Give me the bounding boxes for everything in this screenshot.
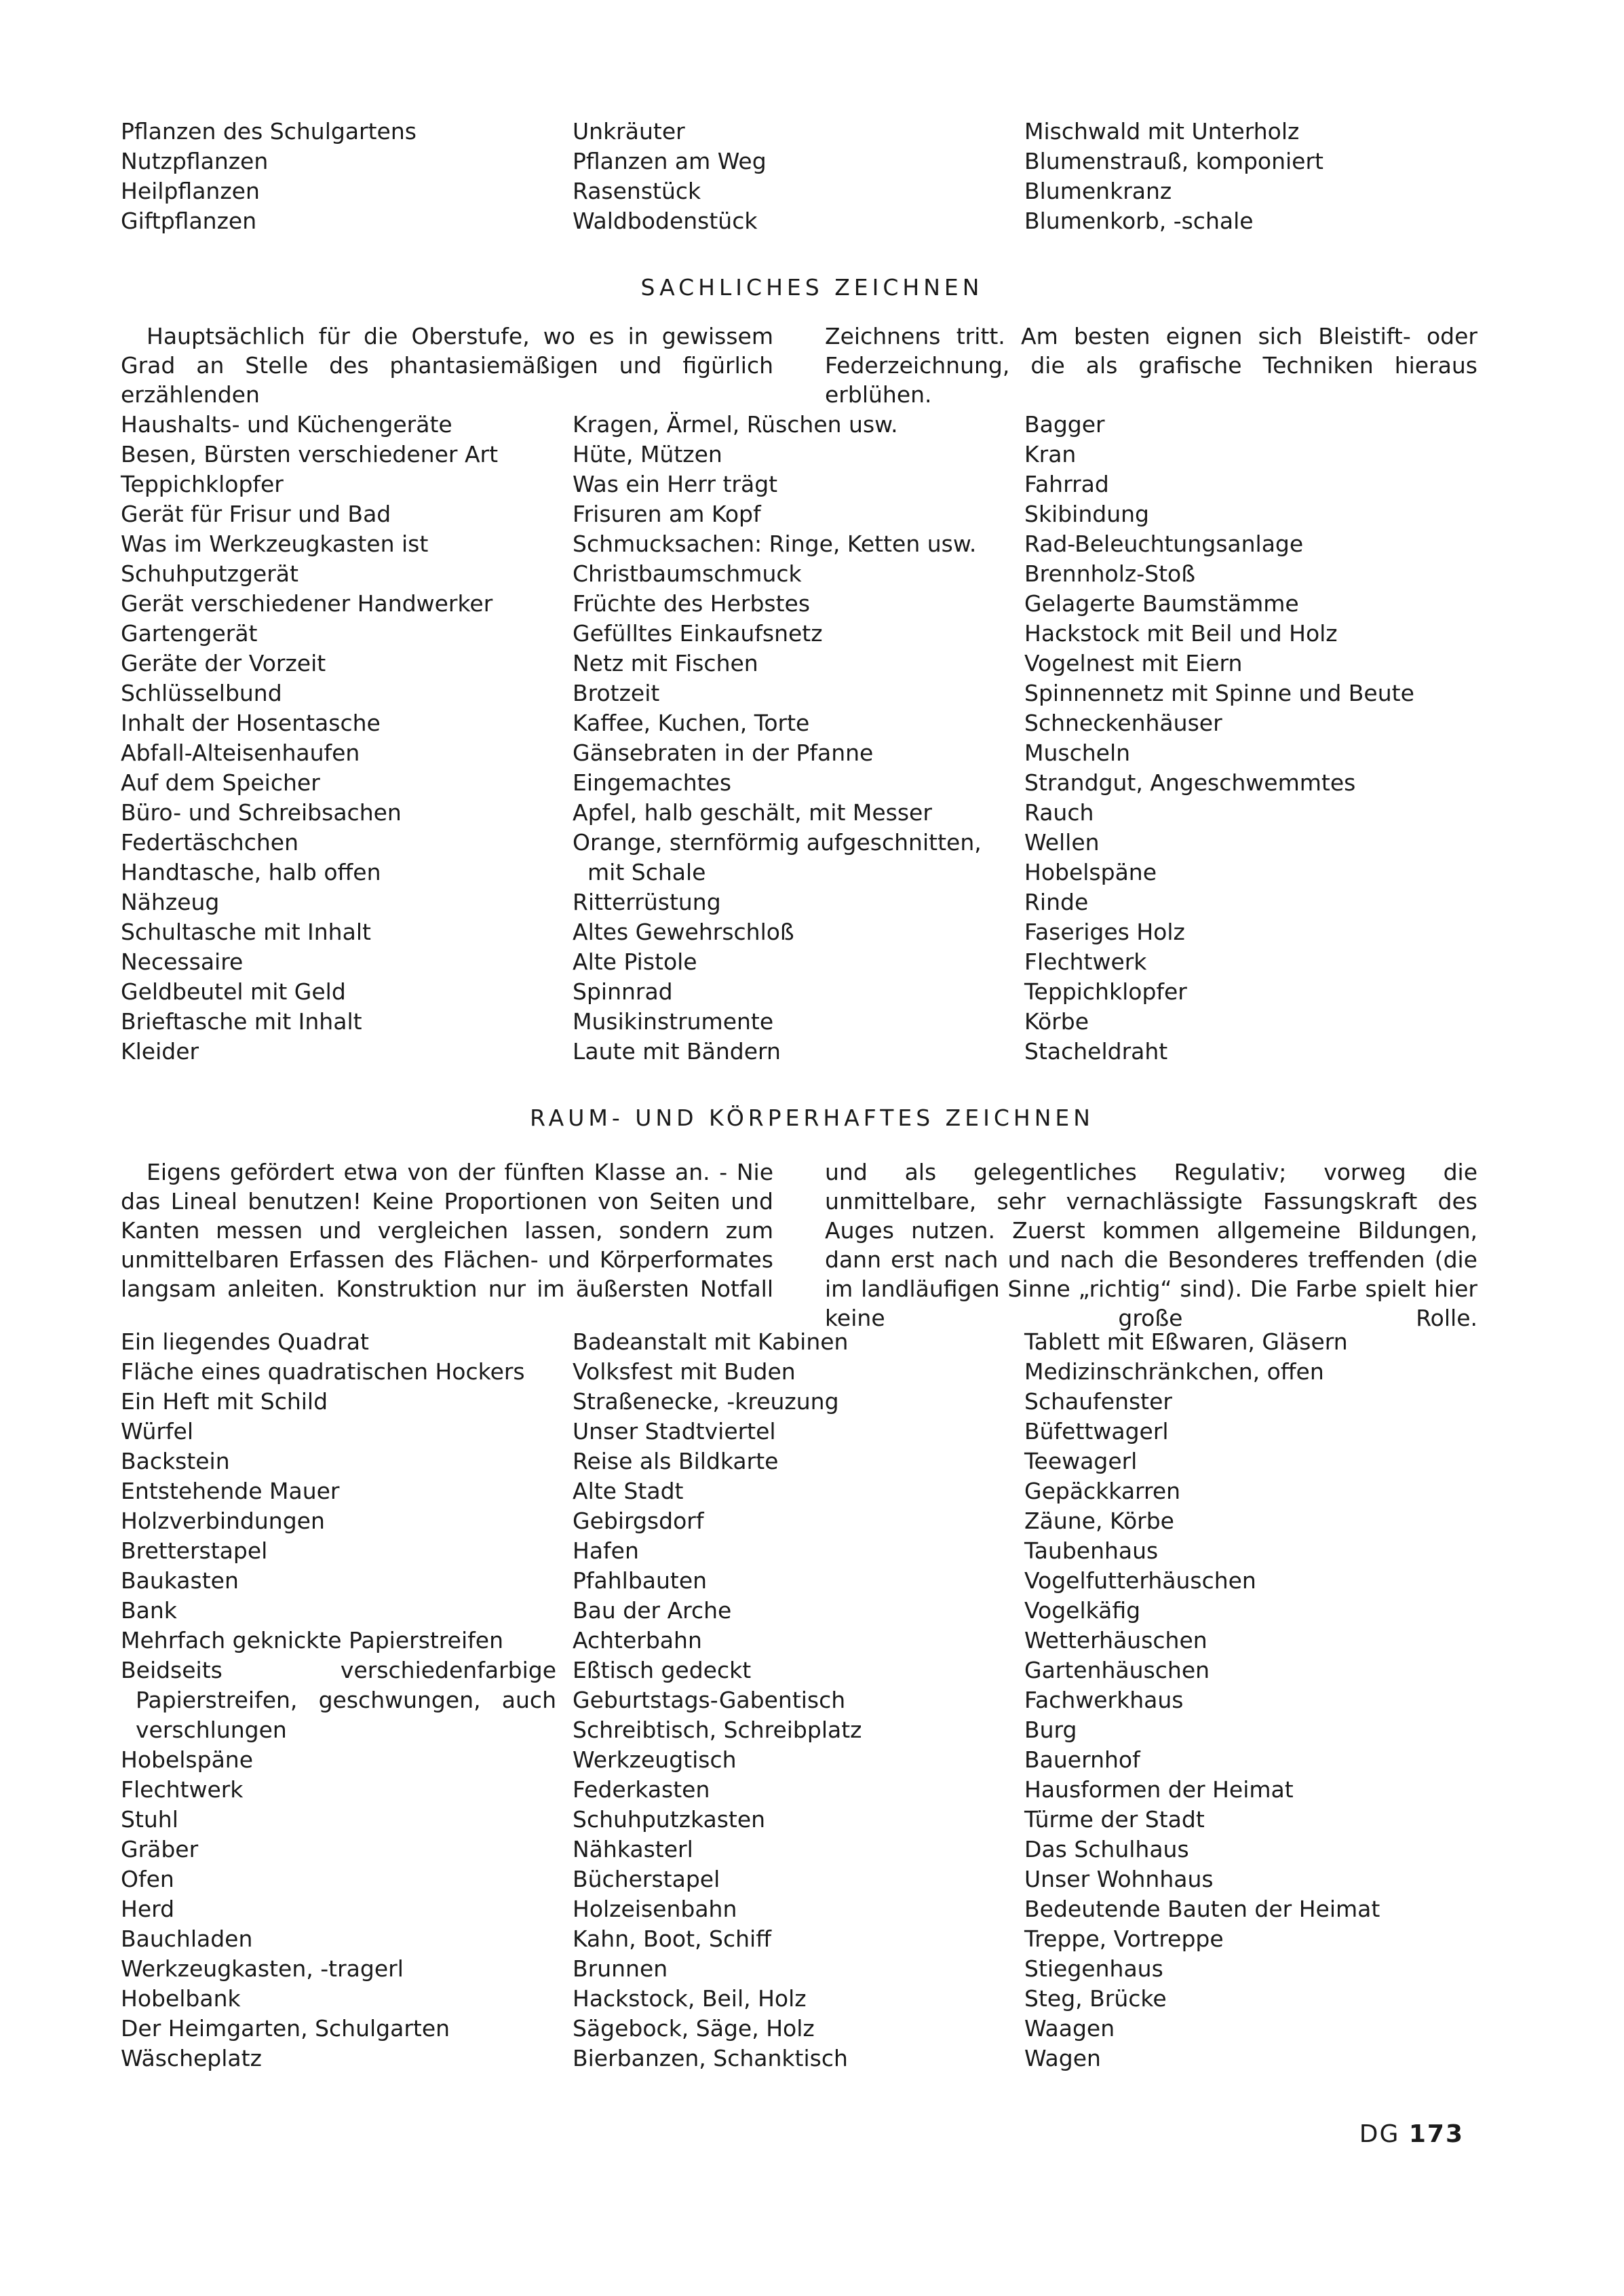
page-number [1359, 2120, 1464, 2149]
list-item: Mischwald mit Unterholz [1024, 118, 1300, 145]
list-item: Gerät für Frisur und Bad [121, 501, 391, 527]
list-item: Schmucksachen: Ringe, Ketten usw. [573, 531, 977, 557]
list-item: Laute mit Bändern [573, 1038, 781, 1065]
section2-intro-left: Eigens gefördert etwa von der fünften Klasse an. - Nie das Lineal benutzen! Keine Proportionen von Seiten und Kanten messen und vergleichen lassen, sondern zum unmittelbaren Erfassen des Flächen- und Körperformates langsam anleiten. Konstruktion nur im äußersten Notfall [121, 1159, 773, 1302]
list-item: Vogelnest mit Eiern [1024, 650, 1243, 676]
list-item: Zäune, Körbe [1024, 1508, 1174, 1534]
list-item: Geldbeutel mit Geld [121, 978, 346, 1005]
list-item: Kahn, Boot, Schiff [573, 1926, 771, 1952]
list-item: Bedeutende Bauten der Heimat [1024, 1896, 1380, 1922]
list-item: Rauch [1024, 799, 1094, 826]
list-item: Achterbahn [573, 1627, 702, 1653]
list-item: Gräber [121, 1836, 199, 1862]
list-item: mit Schale [587, 859, 706, 885]
list-item: Schreibtisch, Schreibplatz [573, 1717, 862, 1743]
list-item: Necessaire [121, 949, 244, 975]
list-item: Büro- und Schreibsachen [121, 799, 402, 826]
list-item: Türme der Stadt [1024, 1806, 1205, 1833]
list-item: Straßenecke, -kreuzung [573, 1388, 839, 1415]
list-item: Flechtwerk [1024, 949, 1147, 975]
list-item: Stacheldraht [1024, 1038, 1168, 1065]
list-item: Werkzeugtisch [573, 1746, 737, 1773]
list-item: Fahrrad [1024, 471, 1109, 497]
list-item: Gänsebraten in der Pfanne [573, 740, 874, 766]
list-item: Was im Werkzeugkasten ist [121, 531, 429, 557]
list-item: Nähkasterl [573, 1836, 693, 1862]
list-item: Holzverbindungen [121, 1508, 325, 1534]
list-item: Rasenstück [573, 178, 701, 204]
list-item: Frisuren am Kopf [573, 501, 761, 527]
list-item: Wetterhäuschen [1024, 1627, 1207, 1653]
list-item: Vogelkäfig [1024, 1597, 1141, 1624]
list-item: Christbaumschmuck [573, 560, 802, 587]
list-item: Hobelspäne [121, 1746, 254, 1773]
list-item: Flechtwerk [121, 1776, 244, 1803]
list-item: Heilpflanzen [121, 178, 260, 204]
section-heading-raum: RAUM- UND KÖRPERHAFTES ZEICHNEN [530, 1105, 1094, 1131]
section2-intro [121, 1157, 1477, 1333]
list-item: Beidseits verschiedenfarbige Papierstreifen, geschwungen, auch verschlungen [121, 1657, 556, 1743]
list-item: Bagger [1024, 411, 1105, 438]
list-item: Tablett mit Eßwaren, Gläsern [1024, 1328, 1348, 1355]
list-item: Giftpflanzen [121, 208, 257, 234]
list-item: Fläche eines quadratischen Hockers [121, 1358, 525, 1385]
list-item: Der Heimgarten, Schulgarten [121, 2015, 450, 2042]
list-item: Gefülltes Einkaufsnetz [573, 620, 823, 647]
list-item: Unkräuter [573, 118, 685, 145]
list-item: Mehrfach geknickte Papierstreifen [121, 1627, 503, 1653]
list-item: Waldbodenstück [573, 208, 758, 234]
section1-col1 [121, 410, 573, 1067]
list-item: Teppichklopfer [1024, 978, 1187, 1005]
list-item: Medizinschränkchen, offen [1024, 1358, 1324, 1385]
list-item: Netz mit Fischen [573, 650, 758, 676]
list-item: Werkzeugkasten, -tragerl [121, 1955, 404, 1982]
list-item: Pflanzen des Schulgartens [121, 118, 417, 145]
list-item: Unser Stadtviertel [573, 1418, 776, 1444]
list-item: Alte Pistole [573, 949, 697, 975]
list-item: Schultasche mit Inhalt [121, 919, 371, 945]
section2-col1 [121, 1327, 573, 2073]
section2-intro-right: und als gelegentliches Regulativ; vorweg die unmittelbare, sehr vernachlässigte Fassungskraft des Auges nutzen. Zuerst kommen allgemeine Bildungen, dann erst nach und nach die Besonderes treffenden (die im landläufigen Sinne „richtig“ sind). Die Farbe spielt hier keine große Rolle. [825, 1159, 1477, 1331]
list-item: Was ein Herr trägt [573, 471, 778, 497]
list-item: Bücherstapel [573, 1866, 720, 1892]
list-item: Waagen [1024, 2015, 1115, 2042]
list-item: Brotzeit [573, 680, 660, 706]
list-item: Hackstock mit Beil und Holz [1024, 620, 1338, 647]
list-item: Ein liegendes Quadrat [121, 1328, 369, 1355]
list-item: Baukasten [121, 1567, 239, 1594]
list-item: Teewagerl [1024, 1448, 1138, 1474]
list-item: Vogelfutterhäuschen [1024, 1567, 1256, 1594]
list-item: Muscheln [1024, 740, 1131, 766]
list-item: Strandgut, Angeschwemmtes [1024, 769, 1356, 796]
list-item: Wäscheplatz [121, 2045, 262, 2071]
list-item: Orange, sternförmig aufgeschnitten, [573, 829, 982, 856]
list-item: Schuhputzgerät [121, 560, 298, 587]
list-item: Gepäckkarren [1024, 1478, 1181, 1504]
list-item: Gebirgsdorf [573, 1508, 704, 1534]
list-item: Federkasten [573, 1776, 710, 1803]
section1-col2 [573, 410, 1024, 1067]
list-item: Ein Heft mit Schild [121, 1388, 328, 1415]
list-item: Gelagerte Baumstämme [1024, 590, 1299, 617]
list-item: Stuhl [121, 1806, 178, 1833]
list-item: Herd [121, 1896, 175, 1922]
list-item: Pflanzen am Weg [573, 148, 767, 174]
list-item: Das Schulhaus [1024, 1836, 1189, 1862]
list-item: Schuhputzkasten [573, 1806, 766, 1833]
list-item: Bretterstapel [121, 1537, 268, 1564]
list-item: Altes Gewehrschloß [573, 919, 794, 945]
page-number-value: 173 [1408, 2120, 1464, 2148]
section1-col3 [1024, 410, 1483, 1067]
list-item: Fachwerkhaus [1024, 1687, 1184, 1713]
list-item: Geburtstags-Gabentisch [573, 1687, 846, 1713]
list-item: Taubenhaus [1024, 1537, 1159, 1564]
list-item: Gartengerät [121, 620, 258, 647]
list-item: Reise als Bildkarte [573, 1448, 779, 1474]
list-item: Blumenstrauß, komponiert [1024, 148, 1323, 174]
list-item: Geräte der Vorzeit [121, 650, 326, 676]
list-item: Hobelspäne [1024, 859, 1157, 885]
list-item: Backstein [121, 1448, 230, 1474]
list-item: Federtäschchen [121, 829, 298, 856]
list-item: Volksfest mit Buden [573, 1358, 796, 1385]
list-item: Badeanstalt mit Kabinen [573, 1328, 849, 1355]
list-item: Nähzeug [121, 889, 220, 915]
section1-intro-left: Hauptsächlich für die Oberstufe, wo es in gewissem Grad an Stelle des phantasiemäßigen und figürlich erzählenden [121, 323, 773, 408]
section1-intro-right: Zeichnens tritt. Am besten eignen sich Bleistift- oder Federzeichnung, die als grafische Techniken hieraus erblühen. [825, 323, 1477, 408]
section2-col3 [1024, 1327, 1483, 2073]
list-item: Alte Stadt [573, 1478, 684, 1504]
section2-col2 [573, 1327, 1024, 2073]
list-item: Kleider [121, 1038, 199, 1065]
list-item: Eßtisch gedeckt [573, 1657, 752, 1683]
list-item: Eingemachtes [573, 769, 732, 796]
list-item: Treppe, Vortreppe [1024, 1926, 1224, 1952]
list-item: Rad-Beleuchtungsanlage [1024, 531, 1304, 557]
list-item: Holzeisenbahn [573, 1896, 737, 1922]
top-list-col3 [1024, 117, 1483, 236]
list-item: Abfall-Alteisenhaufen [121, 740, 360, 766]
list-item: Unser Wohnhaus [1024, 1866, 1214, 1892]
list-item: Schlüsselbund [121, 680, 282, 706]
list-item: Hobelbank [121, 1985, 241, 2012]
list-item: Ofen [121, 1866, 174, 1892]
list-item: Brennholz-Stoß [1024, 560, 1195, 587]
top-list-col2 [573, 117, 1024, 236]
list-item: Haushalts- und Küchengeräte [121, 411, 452, 438]
top-list-col1 [121, 117, 573, 236]
list-item: Bau der Arche [573, 1597, 732, 1624]
list-item: Gerät verschiedener Handwerker [121, 590, 493, 617]
list-item: Pfahlbauten [573, 1567, 708, 1594]
list-item: Stiegenhaus [1024, 1955, 1163, 1982]
list-item: Kragen, Ärmel, Rüschen usw. [573, 411, 898, 438]
list-item: Ritterrüstung [573, 889, 721, 915]
list-item: Hafen [573, 1537, 639, 1564]
list-item: Wagen [1024, 2045, 1101, 2071]
list-item: Brunnen [573, 1955, 668, 1982]
section-heading-sachliches: SACHLICHES ZEICHNEN [640, 274, 984, 301]
list-item: Schneckenhäuser [1024, 710, 1222, 736]
list-item: Bank [121, 1597, 177, 1624]
list-item: Kran [1024, 441, 1077, 467]
list-item: Teppichklopfer [121, 471, 284, 497]
list-item: Gartenhäuschen [1024, 1657, 1210, 1683]
list-item: Würfel [121, 1418, 194, 1444]
list-item: Auf dem Speicher [121, 769, 320, 796]
list-item: Büfettwagerl [1024, 1418, 1169, 1444]
list-item: Spinnrad [573, 978, 673, 1005]
section1-intro [121, 322, 1477, 409]
list-item: Blumenkorb, -schale [1024, 208, 1254, 234]
list-item: Bauchladen [121, 1926, 253, 1952]
page-prefix: DG [1359, 2120, 1400, 2148]
list-item: Spinnennetz mit Spinne und Beute [1024, 680, 1414, 706]
list-item: Sägebock, Säge, Holz [573, 2015, 815, 2042]
list-item: Brieftasche mit Inhalt [121, 1008, 362, 1035]
list-item: Früchte des Herbstes [573, 590, 811, 617]
list-item: Wellen [1024, 829, 1100, 856]
list-item: Blumenkranz [1024, 178, 1172, 204]
list-item: Handtasche, halb offen [121, 859, 381, 885]
top-list [121, 117, 1483, 236]
list-item: Hüte, Mützen [573, 441, 722, 467]
list-item: Nutzpflanzen [121, 148, 269, 174]
section1-list [121, 410, 1483, 1067]
list-item: Skibindung [1024, 501, 1149, 527]
list-item: Körbe [1024, 1008, 1089, 1035]
list-item: Entstehende Mauer [121, 1478, 340, 1504]
list-item: Rinde [1024, 889, 1089, 915]
list-item: Besen, Bürsten verschiedener Art [121, 441, 499, 467]
list-item: Hausformen der Heimat [1024, 1776, 1294, 1803]
list-item: Schaufenster [1024, 1388, 1172, 1415]
list-item: Apfel, halb geschält, mit Messer [573, 799, 932, 826]
list-item: Inhalt der Hosentasche [121, 710, 381, 736]
section2-list [121, 1327, 1483, 2073]
list-item: Musikinstrumente [573, 1008, 774, 1035]
list-item: Burg [1024, 1717, 1077, 1743]
list-item: Bauernhof [1024, 1746, 1140, 1773]
list-item: Faseriges Holz [1024, 919, 1185, 945]
list-item: Kaffee, Kuchen, Torte [573, 710, 810, 736]
list-item: Bierbanzen, Schanktisch [573, 2045, 848, 2071]
list-item: Hackstock, Beil, Holz [573, 1985, 807, 2012]
list-item: Steg, Brücke [1024, 1985, 1167, 2012]
